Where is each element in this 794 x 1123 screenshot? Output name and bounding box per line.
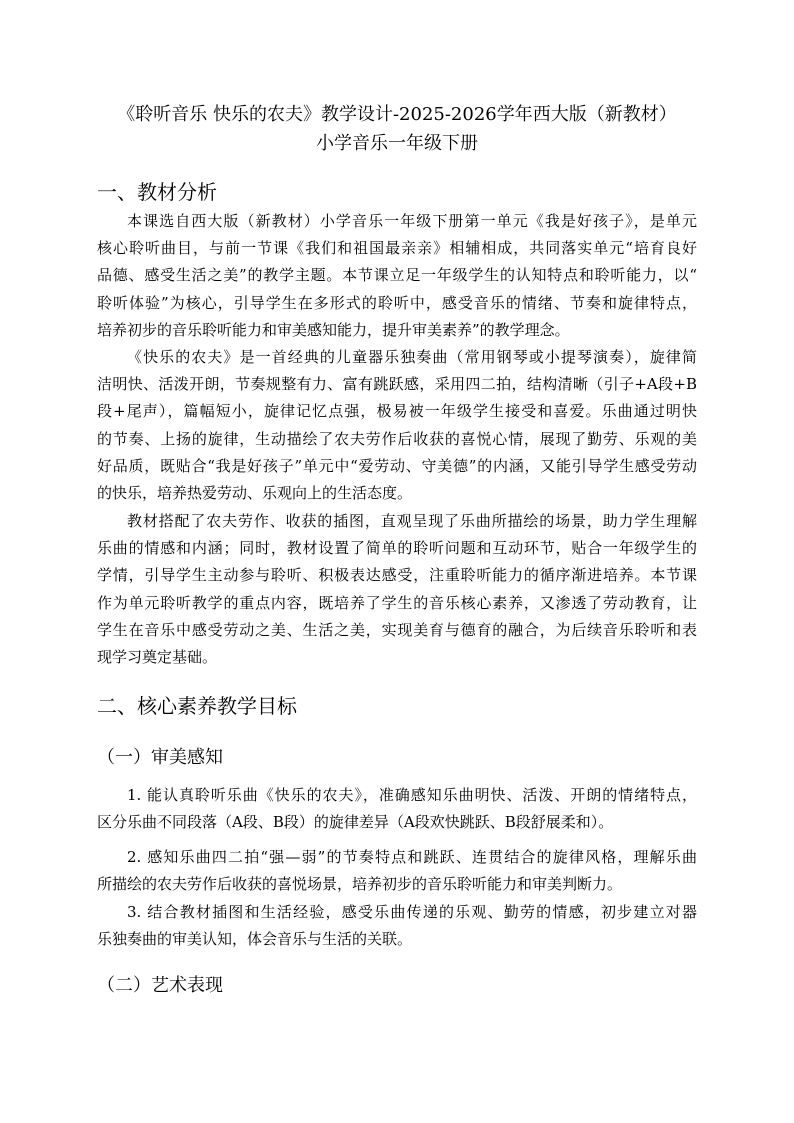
paragraph-textbook-analysis-2 bbox=[97, 344, 697, 507]
text-line: 《快乐的农夫》是一首经典的儿童器乐独奏曲（常用钢琴或小提琴演奏），旋律简 bbox=[127, 348, 697, 366]
subsection-heading-artistic-expression: （二）艺术表现 bbox=[97, 975, 223, 996]
text-line: 培养初步的音乐聆听能力和审美感知能力，提升审美素养”的教学理念。 bbox=[97, 320, 570, 339]
text-line: 本课选自西大版（新教材）小学音乐一年级下册第一单元《我是好孩子》，是单元 bbox=[127, 212, 697, 230]
text-line: 所描绘的农夫劳作后收获的喜悦场景，培养初步的音乐聆听能力和审美判断力。 bbox=[97, 875, 623, 894]
section-heading-textbook-analysis: 一、教材分析 bbox=[97, 180, 217, 204]
text-line: 乐曲的情感和内涵；同时，教材设置了简单的聆听问题和互动环节，贴合一年级学生的 bbox=[97, 539, 697, 558]
document-title-line-2: 小学音乐一年级下册 bbox=[316, 133, 478, 154]
text-line: 的快乐，培养热爱劳动、乐观向上的生活态度。 bbox=[97, 483, 413, 502]
text-line: 段+尾声），篇幅短小，旋律记忆点强，极易被一年级学生接受和喜爱。乐曲通过明快 bbox=[97, 402, 697, 421]
section-heading-core-literacy-goals: 二、核心素养教学目标 bbox=[97, 694, 297, 718]
subsection-heading-aesthetic-perception: （一）审美感知 bbox=[97, 747, 223, 768]
text-line: 好品质，既贴合“我是好孩子”单元中“爱劳动、守美德”的内涵，又能引导学生感受劳动 bbox=[97, 456, 697, 475]
text-line: 核心聆听曲目，与前一节课《我们和祖国最亲亲》相辅相成，共同落实单元“培育良好 bbox=[97, 239, 697, 258]
text-line: 现学习奠定基础。 bbox=[97, 647, 218, 666]
text-line: 洁明快、活泼开朗，节奏规整有力、富有跳跃感，采用四二拍，结构清晰（引子+A段+B bbox=[97, 375, 697, 394]
goal-item-1 bbox=[97, 782, 697, 836]
document-title-line-1: 《聆听音乐 快乐的农夫》教学设计-2025-2026学年西大版（新教材） bbox=[117, 104, 677, 125]
goal-item-3 bbox=[97, 899, 697, 953]
text-line: 区分乐曲不同段落（A段、B段）的旋律差异（A段欢快跳跃、B段舒展柔和）。 bbox=[97, 813, 614, 832]
text-line: 1. 能认真聆听乐曲《快乐的农夫》，准确感知乐曲明快、活泼、开朗的情绪特点， bbox=[127, 786, 697, 804]
goal-item-2 bbox=[97, 844, 697, 898]
text-line: 学情，引导学生主动参与聆听、积极表达感受，注重聆听能力的循序渐进培养。本节课 bbox=[97, 566, 697, 585]
text-line: 品德、感受生活之美”的教学主题。本节课立足一年级学生的认知特点和聆听能力，以“ bbox=[97, 266, 697, 285]
text-line: 2. 感知乐曲四二拍“强—弱”的节奏特点和跳跃、连贯结合的旋律风格，理解乐曲 bbox=[127, 848, 697, 866]
paragraph-textbook-analysis-3 bbox=[97, 508, 697, 671]
text-line: 作为单元聆听教学的重点内容，既培养了学生的音乐核心素养，又渗透了劳动教育，让 bbox=[97, 593, 697, 612]
text-line: 乐独奏曲的审美认知，体会音乐与生活的关联。 bbox=[97, 930, 413, 949]
text-line: 的节奏、上扬的旋律，生动描绘了农夫劳作后收获的喜悦心情，展现了勤劳、乐观的美 bbox=[97, 429, 697, 448]
text-line: 3. 结合教材插图和生活经验，感受乐曲传递的乐观、勤劳的情感，初步建立对器 bbox=[127, 903, 697, 921]
text-line: 聆听体验”为核心，引导学生在多形式的聆听中，感受音乐的情绪、节奏和旋律特点， bbox=[97, 293, 697, 312]
paragraph-textbook-analysis-1 bbox=[97, 208, 697, 344]
text-line: 教材搭配了农夫劳作、收获的插图，直观呈现了乐曲所描绘的场景，助力学生理解 bbox=[127, 512, 697, 530]
text-line: 学生在音乐中感受劳动之美、生活之美，实现美育与德育的融合，为后续音乐聆听和表 bbox=[97, 620, 697, 639]
